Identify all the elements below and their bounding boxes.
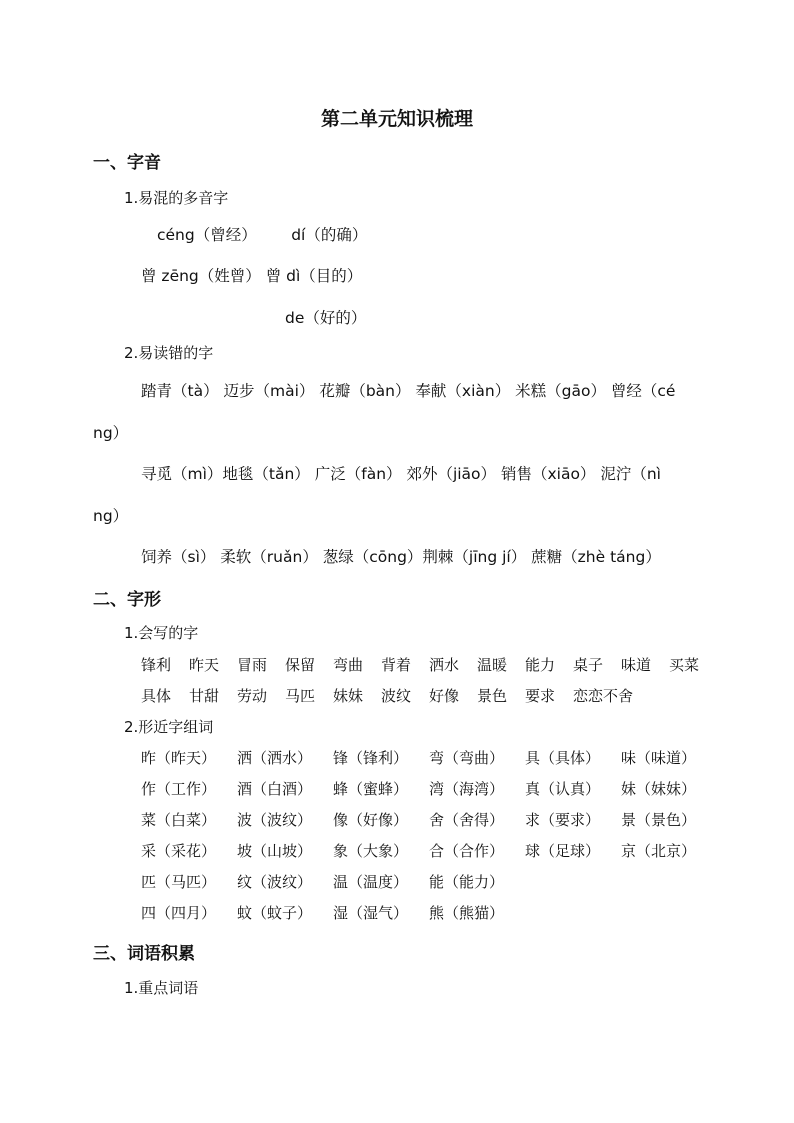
word: 昨天	[189, 656, 220, 674]
polyphonic-line: céng（曾经） dí（的确）	[157, 226, 368, 244]
similar-char-item: 妹（妹妹）	[621, 780, 697, 798]
similar-char-item: 具（具体）	[525, 749, 601, 767]
similar-chars-row	[141, 778, 721, 798]
similar-char-item: 味（味道）	[621, 749, 697, 767]
word: 冒雨	[237, 656, 268, 674]
similar-chars-row	[141, 902, 721, 922]
similar-char-item: 酒（白酒）	[237, 780, 313, 798]
word: 劳动	[237, 687, 268, 705]
word: 好像	[429, 687, 460, 705]
page-title: 第二单元知识梳理	[320, 108, 473, 130]
similar-char-item: 弯（弯曲）	[429, 749, 505, 767]
similar-char-item: 匹（马匹）	[141, 873, 217, 891]
misread-line: 寻觅（mì）地毯（tǎn） 广泛（fàn） 郊外（jiāo） 销售（xiāo） 泥泞（nì	[141, 465, 661, 483]
misread-line: 踏青（tà） 迈步（mài） 花瓣（bàn） 奉献（xiàn） 米糕（gāo） 曾经（cé	[141, 382, 676, 400]
similar-char-item: 波（波纹）	[237, 811, 313, 829]
word: 味道	[621, 656, 652, 674]
similar-char-item: 球（足球）	[525, 842, 601, 860]
similar-char-item: 温（温度）	[333, 873, 409, 891]
similar-char-item: 湿（湿气）	[333, 904, 409, 922]
writable-words-row	[141, 685, 721, 705]
word: 马匹	[285, 687, 316, 705]
similar-char-item: 四（四月）	[141, 904, 217, 922]
similar-char-item: 坡（山坡）	[237, 842, 313, 860]
word: 温暖	[477, 656, 508, 674]
subheading-misread: 2.易读错的字	[124, 344, 214, 362]
similar-char-item: 舍（舍得）	[429, 811, 505, 829]
word: 买菜	[669, 656, 700, 674]
subheading-writable: 1.会写的字	[124, 624, 199, 642]
misread-line: 饲养（sì） 柔软（ruǎn） 葱绿（cōng）荆棘（jīng jí） 蔗糖（zhè táng）	[141, 548, 661, 566]
misread-line-continuation: ng）	[93, 507, 129, 525]
similar-char-item: 菜（白菜）	[141, 811, 217, 829]
word: 锋利	[141, 656, 172, 674]
section-heading-pronunciation: 一、字音	[93, 153, 161, 173]
similar-chars-row	[141, 809, 721, 829]
section-heading-shape: 二、字形	[93, 590, 161, 610]
similar-char-item: 合（合作）	[429, 842, 505, 860]
writable-words-row	[141, 654, 721, 674]
word: 甘甜	[189, 687, 220, 705]
similar-char-item: 蜂（蜜蜂）	[333, 780, 409, 798]
similar-char-item: 锋（锋利）	[333, 749, 409, 767]
section-heading-vocab: 三、词语积累	[93, 944, 195, 964]
similar-char-item: 能（能力）	[429, 873, 505, 891]
similar-chars-row	[141, 747, 721, 767]
similar-char-item: 作（工作）	[141, 780, 217, 798]
word: 桌子	[573, 656, 604, 674]
word: 恋恋不舍	[573, 687, 634, 705]
subheading-key-words: 1.重点词语	[124, 979, 199, 997]
word: 要求	[525, 687, 556, 705]
polyphonic-line: de（好的）	[285, 309, 367, 327]
polyphonic-line: 曾 zēng（姓曾） 曾 dì（目的）	[141, 267, 363, 285]
similar-char-item: 真（认真）	[525, 780, 601, 798]
similar-char-item: 采（采花）	[141, 842, 217, 860]
similar-char-item: 像（好像）	[333, 811, 409, 829]
word: 弯曲	[333, 656, 364, 674]
word: 波纹	[381, 687, 412, 705]
misread-line-continuation: ng）	[93, 424, 129, 442]
similar-char-item: 纹（波纹）	[237, 873, 313, 891]
word: 背着	[381, 656, 412, 674]
similar-char-item: 湾（海湾）	[429, 780, 505, 798]
subheading-polyphonic: 1.易混的多音字	[124, 189, 229, 207]
similar-char-item: 洒（洒水）	[237, 749, 313, 767]
word: 景色	[477, 687, 508, 705]
similar-char-item: 求（要求）	[525, 811, 601, 829]
word: 具体	[141, 687, 172, 705]
word: 保留	[285, 656, 316, 674]
similar-char-item: 昨（昨天）	[141, 749, 217, 767]
similar-chars-row	[141, 871, 721, 891]
word: 能力	[525, 656, 556, 674]
similar-char-item: 熊（熊猫）	[429, 904, 505, 922]
word: 妹妹	[333, 687, 364, 705]
similar-char-item: 景（景色）	[621, 811, 697, 829]
subheading-similar-chars: 2.形近字组词	[124, 718, 214, 736]
similar-char-item: 蚊（蚊子）	[237, 904, 313, 922]
similar-char-item: 京（北京）	[621, 842, 697, 860]
similar-chars-row	[141, 840, 721, 860]
similar-char-item: 象（大象）	[333, 842, 409, 860]
word: 洒水	[429, 656, 460, 674]
